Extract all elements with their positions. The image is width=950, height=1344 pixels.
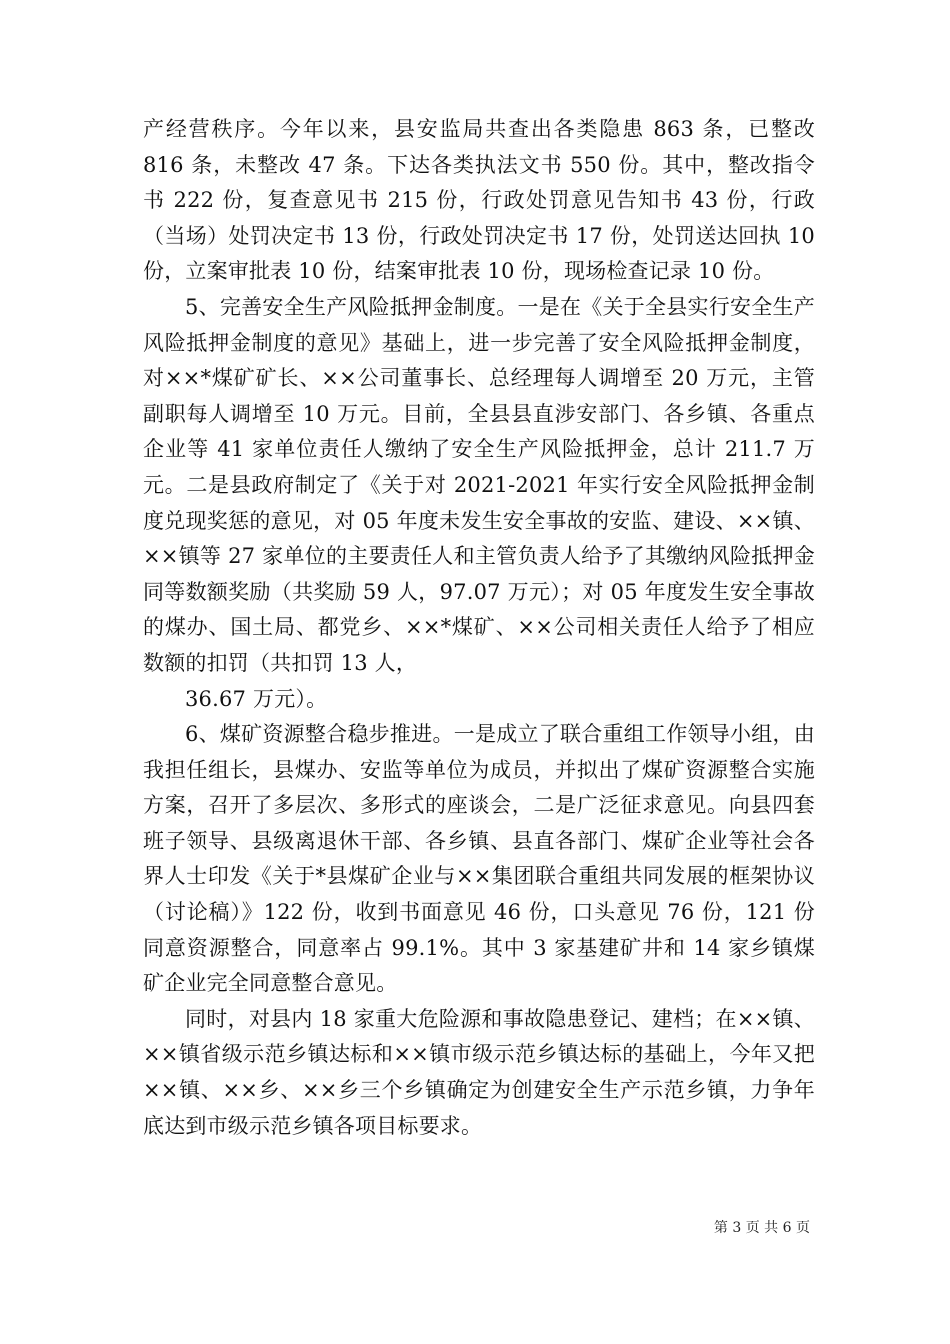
paragraph-risk-deposit: 5、完善安全生产风险抵押金制度。一是在《关于全县实行安全生产风险抵押金制度的意见》基础上，进一步完善了安全风险抵押金制度，对××*煤矿矿长、××公司董事长、总经理每人调增至 20 万元，主管副职每人调增至 10 万元。目前，全县县直涉安部门、各乡镇、各重点企业等 41 家单位责任人缴纳了安全生产风险抵押金，总计 211.7 万元。二是县政府制定了《关于对 2021-2021 年实行安全风险抵押金制度兑现奖惩的意见，对 05 年度未发生安全事故的安监、建设、××镇、××镇等 27 家单位的主要责任人和主管负责人给予了其缴纳风险抵押金同等数额奖励（共奖励 59 人，97.07 万元）；对 05 年度发生安全事故的煤办、国土局、都党乡、××*煤矿、××公司相关责任人给予了相应数额的扣罚（共扣罚 13 人， (143, 294, 815, 675)
page-number-footer: 第 3 页 共 6 页 (713, 1220, 810, 1236)
paragraph-risk-deposit-continued: 36.67 万元）。 (185, 686, 328, 711)
document-body (143, 112, 815, 1144)
paragraph-coal-integration: 6、煤矿资源整合稳步推进。一是成立了联合重组工作领导小组，由我担任组长，县煤办、安监等单位为成员，并拟出了煤矿资源整合实施方案，召开了多层次、多形式的座谈会，二是广泛征求意见。向县四套班子领导、县级离退休干部、各乡镇、县直各部门、煤矿企业等社会各界人士印发《关于*县煤矿企业与××集团联合重组共同发展的框架协议（讨论稿）》122 份，收到书面意见 46 份，口头意见 76 份，121 份同意资源整合，同意率占 99.1%。其中 3 家基建矿井和 14 家乡镇煤矿企业完全同意整合意见。 (143, 722, 815, 996)
paragraph-hazard-registration: 同时，对县内 18 家重大危险源和事故隐患登记、建档；在××镇、××镇省级示范乡镇达标和××镇市级示范乡镇达标的基础上，今年又把××镇、××乡、××乡三个乡镇确定为创建安全生产示范乡镇，力争年底达到市级示范乡镇各项目标要求。 (143, 1006, 815, 1138)
paragraph-enforcement-stats: 产经营秩序。今年以来，县安监局共查出各类隐患 863 条，已整改 816 条，未整改 47 条。下达各类执法文书 550 份。其中，整改指令书 222 份，复查意见书 215 份，行政处罚意见告知书 43 份，行政（当场）处罚决定书 13 份，行政处罚决定书 17 份，处罚送达回执 10 份，立案审批表 10 份，结案审批表 10 份，现场检查记录 10 份。 (143, 117, 815, 284)
